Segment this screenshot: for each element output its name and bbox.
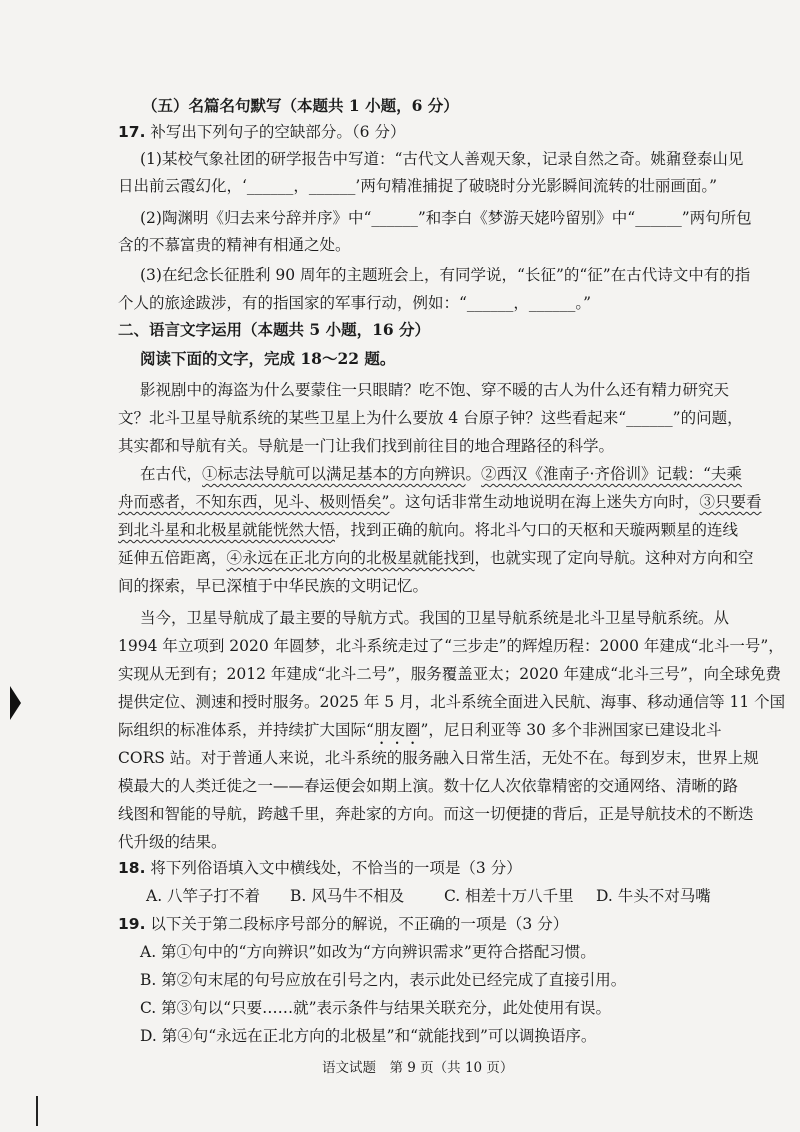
para3-line7: 模最大的人类迁徙之一——春运便会如期上演。数十亿人次依靠精密的交通网络、清晰的路 [118, 777, 739, 795]
section2-title: 二、语言文字运用（本题共 5 小题，16 分） [118, 320, 431, 339]
question-stem: 以下关于第二段标序号部分的解说，不正确的一项是（3 分） [150, 915, 569, 933]
para3-line2: 1994 年立项到 2020 年圆梦，北斗系统走过了“三步走”的辉煌历程：2000 年建成“北斗一号”， [118, 637, 784, 655]
para2-line2: 舟而惑者，不知东西，见斗、极则悟矣”。这句话非常生动地说明在海上迷失方向时，③只要看 [118, 493, 762, 511]
marked-sentence-2-cont: 舟而惑者，不知东西，见斗、极则悟矣” [118, 493, 390, 511]
q19-option-d: D. 第④句“永远在正北方向的北极星”和“就能找到”可以调换语序。 [140, 1027, 597, 1045]
para2-line3: 到北斗星和北极星就能恍然大悟，找到正确的航向。将北斗勺口的天枢和天璇两颗星的连线 [118, 521, 739, 539]
q18-option-b: B. 风马牛不相及 [290, 887, 405, 905]
marked-sentence-1: ①标志法导航可以满足基本的方向辨识 [202, 465, 466, 483]
question-17 [118, 122, 405, 142]
q19-option-c: C. 第③句以“只要……就”表示条件与结果关联充分，此处使用有误。 [140, 999, 612, 1017]
emphasized-word: 朋友圈 [373, 721, 421, 739]
para3-line8: 线图和智能的导航，跨越千里，奔赴家的方向。而这一切便捷的背后，正是导航技术的不断迭 [118, 805, 754, 823]
para3-line3: 实现从无到有；2012 年建成“北斗二号”，服务覆盖亚太；2020 年建成“北斗三号”，向全球免费 [118, 665, 781, 683]
q17-part1-line2: 日出前云霞幻化，‘______，______’两句精准捕捉了破晓时分光影瞬间流转的壮丽画面。” [118, 177, 718, 195]
marked-sentence-2: ②西汉《淮南子·齐俗训》记载：“夫乘 [481, 465, 742, 483]
q18-option-d: D. 牛头不对马嘴 [596, 887, 711, 905]
question-stem: 补写出下列句子的空缺部分。（6 分） [150, 123, 406, 141]
q17-part1-line1: (1)某校气象社团的研学报告中写道：“古代文人善观天象，记录自然之奇。姚鼐登泰山见 [140, 150, 744, 168]
question-number: 19. [118, 915, 146, 933]
q18-option-c: C. 相差十万八千里 [444, 887, 574, 905]
marked-sentence-3: ③只要看 [699, 493, 762, 511]
marked-sentence-3-cont: 到北斗星和北极星就能恍然大悟 [118, 521, 336, 539]
question-18 [118, 858, 522, 878]
para1-line3: 其实都和导航有关。导航是一门让我们找到前往目的地合理路径的科学。 [118, 437, 615, 455]
para3-line5: 际组织的标准体系，并持续扩大国际“朋友圈”，尼日利亚等 30 多个非洲国家已建设北斗 [118, 721, 722, 739]
para1-line2: 文？北斗卫星导航系统的某些卫星上为什么要放 4 台原子钟？这些看起来“______”的问题， [118, 409, 743, 427]
q19-option-a: A. 第①句中的“方向辨识”如改为“方向辨识需求”更符合搭配习惯。 [140, 943, 596, 961]
para2-line4: 延伸五倍距离，④永远在正北方向的北极星就能找到，也就实现了定向导航。这种对方向和空 [118, 549, 754, 567]
para2-line1: 在古代，①标志法导航可以满足基本的方向辨识。②西汉《淮南子·齐俗训》记载：“夫乘 [140, 465, 742, 483]
q18-option-a: A. 八竿子打不着 [146, 887, 261, 905]
q17-part2-line2: 含的不慕富贵的精神有相通之处。 [118, 236, 351, 254]
para1-line1: 影视剧中的海盗为什么要蒙住一只眼睛？吃不饱、穿不暖的古人为什么还有精力研究天 [140, 381, 730, 399]
page-marker-arrow [10, 686, 21, 720]
reading-intro: 阅读下面的文字，完成 18～22 题。 [140, 349, 396, 368]
page-footer: 语文试题 第 9 页（共 10 页） [322, 1060, 514, 1076]
margin-line [36, 1096, 38, 1126]
question-number: 17. [118, 123, 146, 141]
para2-line5: 间的探索，早已深植于中华民族的文明记忆。 [118, 577, 429, 595]
para3-line4: 提供定位、测速和授时服务。2025 年 5 月，北斗系统全面进入民航、海事、移动通信等 11 个国 [118, 693, 786, 711]
q17-part3-line1: (3)在纪念长征胜利 90 周年的主题班会上，有同学说，“长征”的“征”在古代诗文中有的指 [140, 266, 751, 284]
marked-sentence-4: ④永远在正北方向的北极星就能找到 [226, 549, 475, 567]
para3-line9: 代升级的结果。 [118, 833, 227, 851]
para3-line1: 当今，卫星导航成了最主要的导航方式。我国的卫星导航系统是北斗卫星导航系统。从 [140, 609, 730, 627]
para3-line6: CORS 站。对于普通人来说，北斗系统的服务融入日常生活，无处不在。每到岁末，世界上规 [118, 749, 759, 767]
q17-part3-line2: 个人的旅途跋涉，有的指国家的军事行动，例如：“______，______。” [118, 294, 592, 312]
q19-option-b: B. 第②句末尾的句号应放在引号之内，表示此处已经完成了直接引用。 [140, 971, 627, 989]
question-stem: 将下列俗语填入文中横线处，不恰当的一项是（3 分） [150, 859, 522, 877]
section5-title: （五）名篇名句默写（本题共 1 小题，6 分） [142, 96, 459, 115]
question-19 [118, 914, 568, 934]
q17-part2-line1: (2)陶渊明《归去来兮辞并序》中“______”和李白《梦游天姥吟留别》中“______”两句所包 [140, 209, 752, 227]
question-number: 18. [118, 859, 146, 877]
